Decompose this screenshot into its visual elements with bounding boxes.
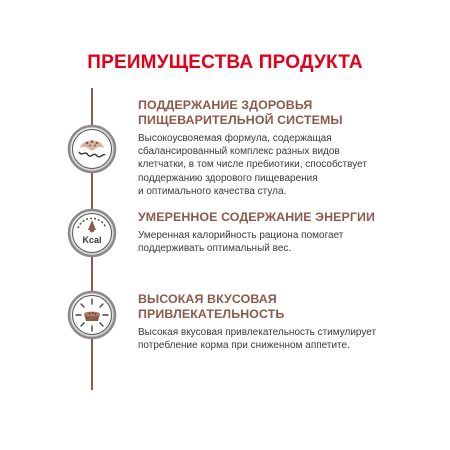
feature-description: Умеренная калорийность рациона помогает поддерживать оптимальный вес.	[138, 230, 344, 255]
kcal-energy-icon	[67, 208, 117, 258]
food-bowl-icon	[67, 290, 117, 340]
feature-title: УМЕРЕННОЕ СОДЕРЖАНИЕ ЭНЕРГИИ	[138, 210, 376, 224]
digestive-system-icon	[67, 124, 117, 174]
feature-title: ВЫСОКАЯ ВКУСОВАЯ ПРИВЛЕКАТЕЛЬНОСТЬ	[138, 292, 285, 321]
kcal-label: Kcal	[82, 235, 102, 245]
feature-digestive-health	[138, 98, 438, 198]
feature-moderate-energy	[138, 210, 438, 255]
feature-description: Высокая вкусовая привлекательность стимулирует потребление корма при сниженном аппетите.	[138, 327, 377, 352]
feature-title: ПОДДЕРЖАНИЕ ЗДОРОВЬЯ ПИЩЕВАРИТЕЛЬНОЙ СИСТЕМЫ	[138, 98, 343, 127]
page-title: ПРЕИМУЩЕСТВА ПРОДУКТА	[87, 52, 363, 73]
feature-high-palatability	[138, 292, 438, 352]
feature-description: Высокоусвояемая формула, содержащая сбалансированный комплекс разных видов клетчатки, в том числе пребиотики, способствует поддержанию здорового пищеварения и оптимального качества стула.	[138, 133, 367, 197]
